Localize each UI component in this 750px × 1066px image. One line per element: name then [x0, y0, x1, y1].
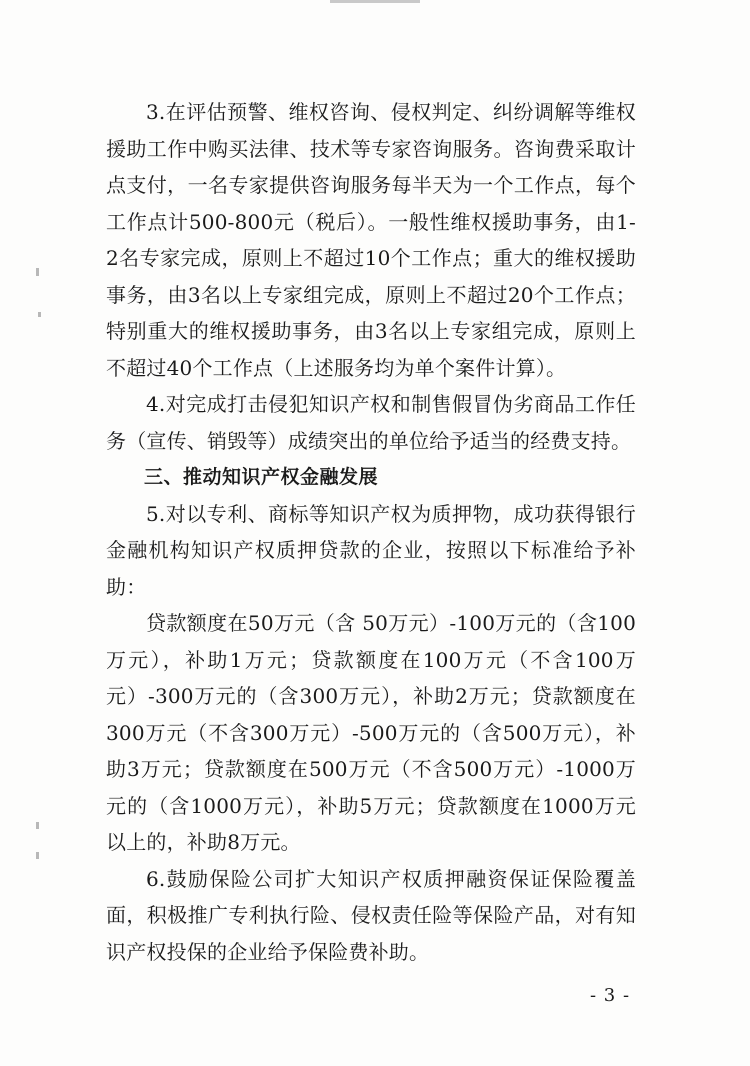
paragraph-item-4: 4.对完成打击侵犯知识产权和制售假冒伪劣商品工作任务（宣传、销毁等）成绩突出的单位给予适当的经费支持。 [106, 392, 636, 453]
page-number: - 3 - [590, 985, 631, 1006]
section-heading: 三、推动知识产权金融发展 [144, 466, 379, 488]
scan-margin-mark [36, 852, 39, 859]
paragraph-item-3: 3.在评估预警、维权咨询、侵权判定、纠纷调解等维权援助工作中购买法律、技术等专家咨询服务。咨询费采取计点支付，一名专家提供咨询服务每半天为一个工作点，每个工作点计500-800元（税后）。一般性维权援助事务，由1-2名专家完成，原则上不超过10个工作点；重大的维权援助事务，由3名以上专家组完成，原则上不超过20个工作点；特别重大的维权援助事务，由3名以上专家组完成，原则上不超过40个工作点（上述服务均为单个案件计算）。 [106, 100, 636, 380]
document-body [106, 94, 636, 970]
scan-margin-mark [36, 268, 39, 276]
scan-margin-mark [38, 312, 41, 317]
paragraph-item-5: 5.对以专利、商标等知识产权为质押物，成功获得银行金融机构知识产权质押贷款的企业，按照以下标准给予补助： [106, 501, 636, 599]
scan-edge-mark [330, 0, 420, 3]
paragraph-item-6: 6.鼓励保险公司扩大知识产权质押融资保证保险覆盖面，积极推广专利执行险、侵权责任险等保险产品，对有知识产权投保的企业给予保险费补助。 [106, 866, 636, 964]
scan-margin-mark [36, 822, 39, 829]
paragraph-loan-subsidy-standards: 贷款额度在50万元（含 50万元）-100万元的（含100万元），补助1万元；贷款额度在100万元（不含100万元）-300万元的（含300万元），补助2万元；贷款额度在300万元（不含300万元）-500万元的（含500万元），补助3万元；贷款额度在500万元（不含500万元）-1000万元的（含1000万元），补助5万元；贷款额度在1000万元以上的，补助8万元。 [106, 611, 636, 854]
